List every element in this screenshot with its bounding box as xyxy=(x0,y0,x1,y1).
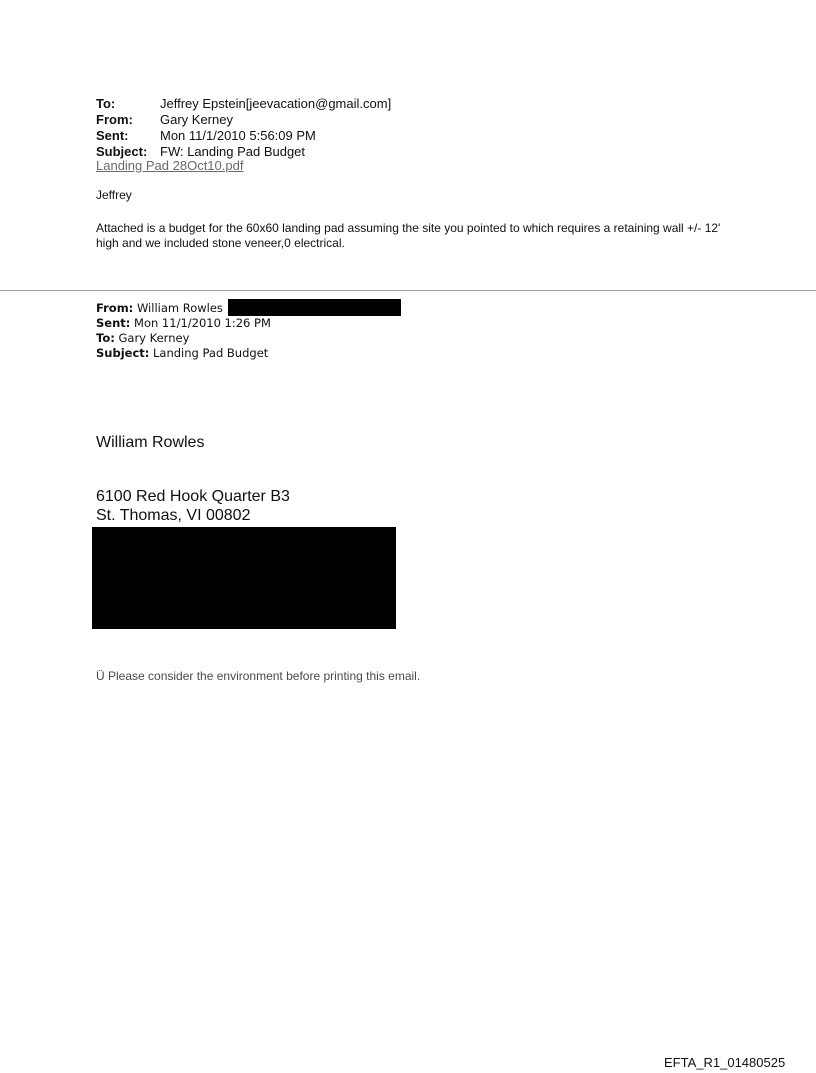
forwarded-from-label: From: xyxy=(96,301,134,315)
forwarded-subject-label: Subject: xyxy=(96,346,150,360)
forwarded-to-label: To: xyxy=(96,331,115,345)
forwarded-subject-value: Landing Pad Budget xyxy=(153,346,269,360)
forwarded-from-value: William Rowles xyxy=(136,301,223,315)
forwarded-sent-row xyxy=(96,316,271,331)
from-value: Gary Kerney xyxy=(160,112,233,127)
environment-note: Ü Please consider the environment before printing this email. xyxy=(96,669,421,683)
signature-address-line2: St. Thomas, VI 00802 xyxy=(96,507,251,524)
document-id: EFTA_R1_01480525 xyxy=(664,1055,786,1070)
from-label: From: xyxy=(96,112,133,127)
attachment-link[interactable]: Landing Pad 28Oct10.pdf xyxy=(96,158,244,173)
forwarded-to-value: Gary Kerney xyxy=(118,331,190,345)
subject-label: Subject: xyxy=(96,144,148,159)
redaction-block-contact xyxy=(92,527,396,629)
to-label: To: xyxy=(96,96,116,111)
redaction-bar-email xyxy=(228,299,401,316)
signature-name: William Rowles xyxy=(96,434,205,451)
to-value: Jeffrey Epstein[jeevacation@gmail.com] xyxy=(160,96,392,111)
sent-value: Mon 11/1/2010 5:56:09 PM xyxy=(160,128,316,143)
to-row xyxy=(96,96,391,112)
salutation: Jeffrey xyxy=(96,188,132,202)
from-row xyxy=(96,112,391,128)
forwarded-sent-value: Mon 11/1/2010 1:26 PM xyxy=(134,316,271,330)
subject-value: FW: Landing Pad Budget xyxy=(160,144,306,159)
sent-label: Sent: xyxy=(96,128,129,143)
message-divider xyxy=(0,290,816,291)
forwarded-to-row xyxy=(96,331,271,346)
forwarded-subject-row xyxy=(96,346,271,361)
sent-row xyxy=(96,128,391,144)
signature-address xyxy=(96,487,290,525)
email-header xyxy=(96,96,391,160)
forwarded-sent-label: Sent: xyxy=(96,316,131,330)
signature-address-line1: 6100 Red Hook Quarter B3 xyxy=(96,488,290,505)
message-body: Attached is a budget for the 60x60 landing pad assuming the site you pointed to which requires a retaining wall +/- 12' high and we included stone veneer,0 electrical. xyxy=(96,221,721,250)
